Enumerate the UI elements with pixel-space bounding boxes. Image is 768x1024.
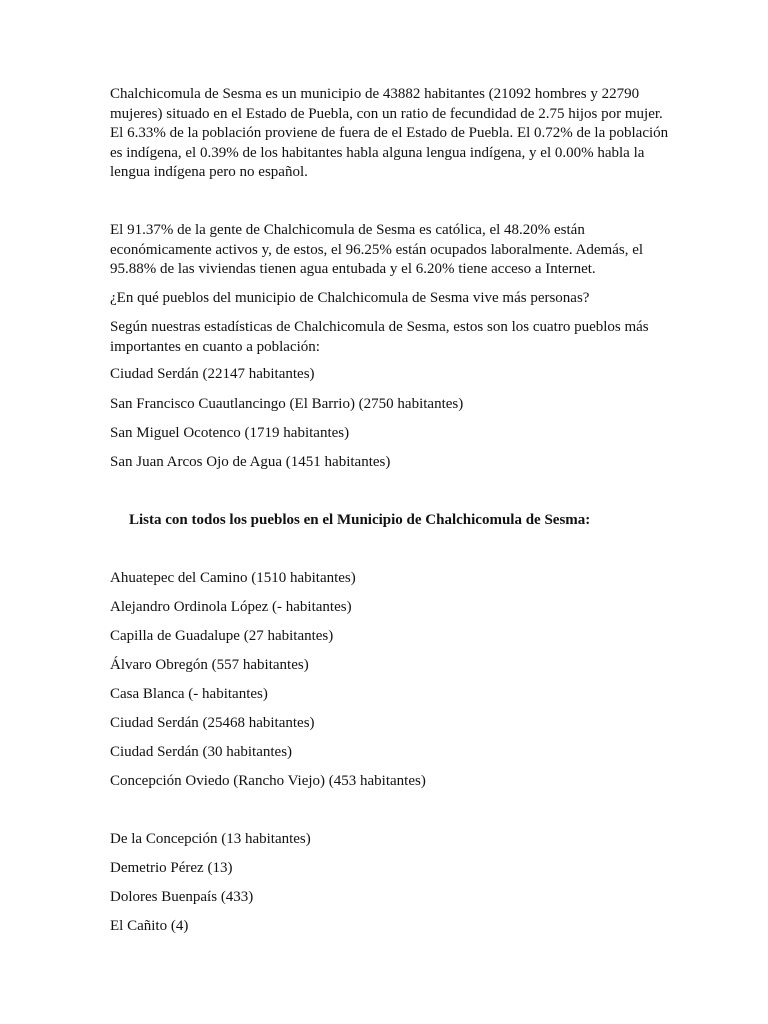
town-list-item: Ahuatepec del Camino (1510 habitantes) (110, 570, 356, 586)
intro-paragraph-demographics: Chalchicomula de Sesma es un municipio de 43882 habitantes (21092 hombres y 22790 mujeres) situado en el Estado de Puebla, con un ratio de fecundidad de 2.75 hijos por mujer. El 6.33% de la población proviene de fuera de el Estado de Puebla. El 0.72% de la población es indígena, el 0.39% de los habitantes habla alguna lengua indígena, y el 0.00% habla la lengua indígena pero no español. (110, 86, 669, 181)
town-list-item: Ciudad Serdán (25468 habitantes) (110, 715, 315, 731)
top-town-item: San Miguel Ocotenco (1719 habitantes) (110, 425, 350, 441)
top-town-item: Ciudad Serdán (22147 habitantes) (110, 366, 315, 382)
intro-paragraph-religion-economy: El 91.37% de la gente de Chalchicomula de Sesma es católica, el 48.20% están económicamente activos y, de estos, el 96.25% están ocupados laboralmente. Además, el 95.88% de las viviendas tienen agua entubada y el 6.20% tiene acceso a Internet. (110, 222, 644, 278)
town-list-item: Concepción Oviedo (Rancho Viejo) (453 habitantes) (110, 773, 426, 789)
top-town-item: San Juan Arcos Ojo de Agua (1451 habitantes) (110, 454, 391, 470)
town-list-item: De la Concepción (13 habitantes) (110, 831, 311, 847)
town-list-item: Demetrio Pérez (13) (110, 860, 233, 876)
town-list-item: Alejandro Ordinola López (- habitantes) (110, 599, 352, 615)
town-list-item: Casa Blanca (- habitantes) (110, 686, 268, 702)
town-list-item: Ciudad Serdán (30 habitantes) (110, 744, 293, 760)
town-list-item: Álvaro Obregón (557 habitantes) (110, 657, 309, 673)
towns-list-heading: Lista con todos los pueblos en el Municipio de Chalchicomula de Sesma: (129, 512, 591, 528)
town-list-item: Dolores Buenpaís (433) (110, 889, 254, 905)
question-heading: ¿En qué pueblos del municipio de Chalchicomula de Sesma vive más personas? (110, 290, 590, 306)
town-list-item: Capilla de Guadalupe (27 habitantes) (110, 628, 334, 644)
statistics-intro: Según nuestras estadísticas de Chalchicomula de Sesma, estos son los cuatro pueblos más importantes en cuanto a población: (110, 319, 649, 355)
town-list-item: El Cañito (4) (110, 918, 189, 934)
top-town-item: San Francisco Cuautlancingo (El Barrio) (2750 habitantes) (110, 396, 464, 412)
